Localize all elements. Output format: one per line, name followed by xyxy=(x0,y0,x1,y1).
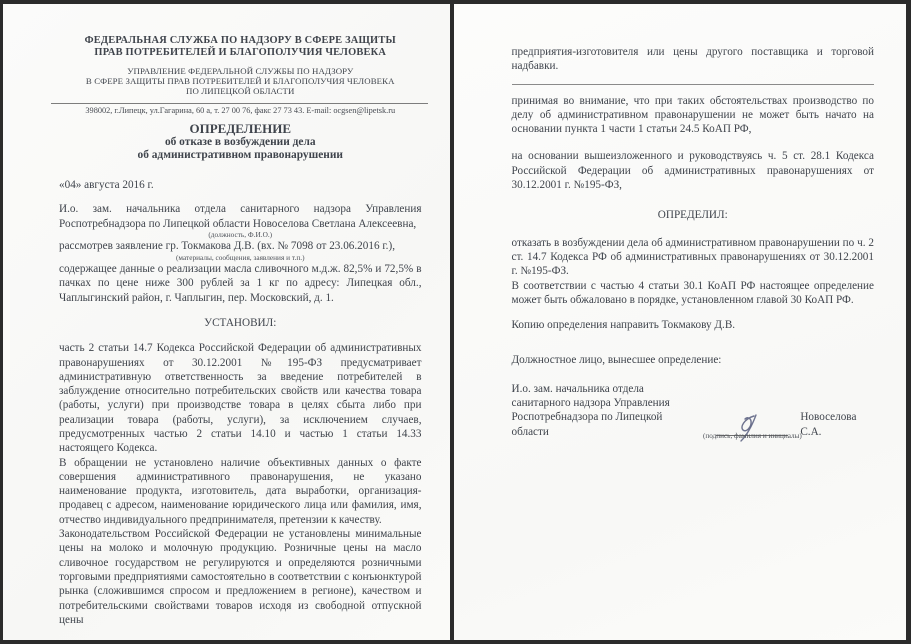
document-subtitle-line-2: об административном правонарушении xyxy=(137,149,343,162)
document-subtitle-line-1: об отказе в возбуждении дела xyxy=(164,136,316,149)
document-title: ОПРЕДЕЛЕНИЕ xyxy=(189,121,292,137)
agency-name-line-1: ФЕДЕРАЛЬНАЯ СЛУЖБА ПО НАДЗОРУ В СФЕРЕ ЗАЩИТЫ xyxy=(84,35,396,46)
legal-basis-paragraph: на основании вышеизложенного и руководствуясь ч. 5 ст. 28.1 Кодекса Российской Федерации об административных правонарушениях от 30.12.2001 г. №195-ФЗ, xyxy=(511,150,874,192)
appeal-paragraph: В соответствии с частью 4 статьи 30.1 КоАП РФ настоящее определение может быть обжаловано в порядке, установленном главой 30 КоАП РФ. xyxy=(511,279,874,306)
established-heading: УСТАНОВИЛ: xyxy=(204,316,277,329)
findings-paragraph: В обращении не установлено наличие объективных данных о факте совершения административного правонарушения, не указано наименование продукта, изготовитель, дата выработки, организация-продавец с адресом, наименование юридического лица или фамилия, имя, отчество индивидуального предпринимателя, претензии к качеству. xyxy=(59,456,422,526)
considering-paragraph: принимая во внимание, что при таких обстоятельствах производство по делу об административном правонарушении не может быть начато на основании пункта 1 части 1 статьи 24.5 КоАП РФ, xyxy=(511,94,874,136)
signature-line xyxy=(703,426,802,440)
decision-paragraph: отказать в возбуждении дела об административном правонарушении по ч. 2 ст. 14.7 Кодекса РФ об административных правонарушениях от 30.12.2001 г. №195-ФЗ. xyxy=(511,236,874,278)
signature-block xyxy=(512,382,875,439)
signatory-position-line-2: санитарного надзора Управления xyxy=(511,397,670,410)
law-paragraph: часть 2 статьи 14.7 Кодекса Российской Федерации об административных правонарушениях от 30.12.2001 №195-ФЗ предусматривает административную ответственность за введение потребителей в заблуждение относительно потребительских свойств или качества товара (работы, услуги) при производстве товара в целях сбыта либо при реализации товара (работы, услуги), за исключением случаев, предусмотренных частью 2 статьи 14.10 и частью 1 статьи 14.33 настоящего Кодекса. xyxy=(59,342,422,455)
document-page-2 xyxy=(454,4,907,640)
officer-caption: (должность, Ф.И.О.) xyxy=(208,229,273,239)
signatory-name: Новоселова С.А. xyxy=(800,411,857,438)
date-line: «04» августа 2016 г. xyxy=(59,179,154,192)
section-divider-line xyxy=(512,84,875,85)
pricing-paragraph: Законодательством Российской Федерации не установлены минимальные цены на молоко и молочную продукцию. Розничные цены на масло сливочное государством не регулируются и определяются розничными торговыми предприятиями самостоятельно в соответствии с конъюнктурой рынка (сложившимся спросом и предложением в регионе), качеством и потребительскими свойствами товаров исходя из свободной отпускной цены xyxy=(59,528,422,626)
application-caption: (материалы, сообщения, заявления и т.п.) xyxy=(176,252,305,262)
officer-paragraph: И.о. зам. начальника отдела санитарного надзора Управления Роспотребнадзора по Липецкой области Новоселова Светлана Алексеевна, xyxy=(59,203,422,230)
application-line: рассмотрев заявление гр. Токмакова Д.В. (вх. № 7098 от 23.06.2016 г.), xyxy=(59,240,395,253)
department-name-line-1: УПРАВЛЕНИЕ ФЕДЕРАЛЬНОЙ СЛУЖБЫ ПО НАДЗОРУ xyxy=(127,65,354,76)
continuation-paragraph: предприятия-изготовителя или цены другого поставщика и торговой надбавки. xyxy=(511,46,874,73)
official-label-line: Должностное лицо, вынесшее определение: xyxy=(511,354,722,367)
determined-heading: ОПРЕДЕЛИЛ: xyxy=(657,209,728,222)
signatory-position-line-1: И.о. зам. начальника отдела xyxy=(511,382,644,395)
department-name-line-2: В СФЕРЕ ЗАЩИТЫ ПРАВ ПОТРЕБИТЕЛЕЙ И БЛАГОПОЛУЧИЯ ЧЕЛОВЕКА xyxy=(85,75,395,86)
header-rule xyxy=(51,103,428,104)
department-name-line-3: ПО ЛИПЕЦКОЙ ОБЛАСТИ xyxy=(186,85,295,96)
complaint-details-paragraph: содержащее данные о реализации масла сливочного м.д.ж. 82,5% и 72,5% в пачках по цене ниже 300 рублей за 1 кг по адресу: Липецкая обл., Чаплыгинский район, г. Чаплыгин, пер. Московский, д. 1. xyxy=(59,263,422,304)
signature-caption: (подпись, фамилия и инициалы) xyxy=(703,431,802,440)
signature-row xyxy=(512,410,875,439)
agency-name-line-2: ПРАВ ПОТРЕБИТЕЛЕЙ И БЛАГОПОЛУЧИЯ ЧЕЛОВЕКА xyxy=(94,47,387,59)
agency-address: 398002, г.Липецк, ул.Гагарина, 60 а, т. 27 00 76, факс 27 73 43. E-mail: ocgsen@lipetsk.ru xyxy=(85,105,396,115)
copy-instruction-line: Копию определения направить Токмакову Д.В. xyxy=(511,319,736,332)
document-page-1 xyxy=(3,4,450,640)
signatory-position-line-3: Роспотребнадзора по Липецкой области xyxy=(511,411,663,438)
